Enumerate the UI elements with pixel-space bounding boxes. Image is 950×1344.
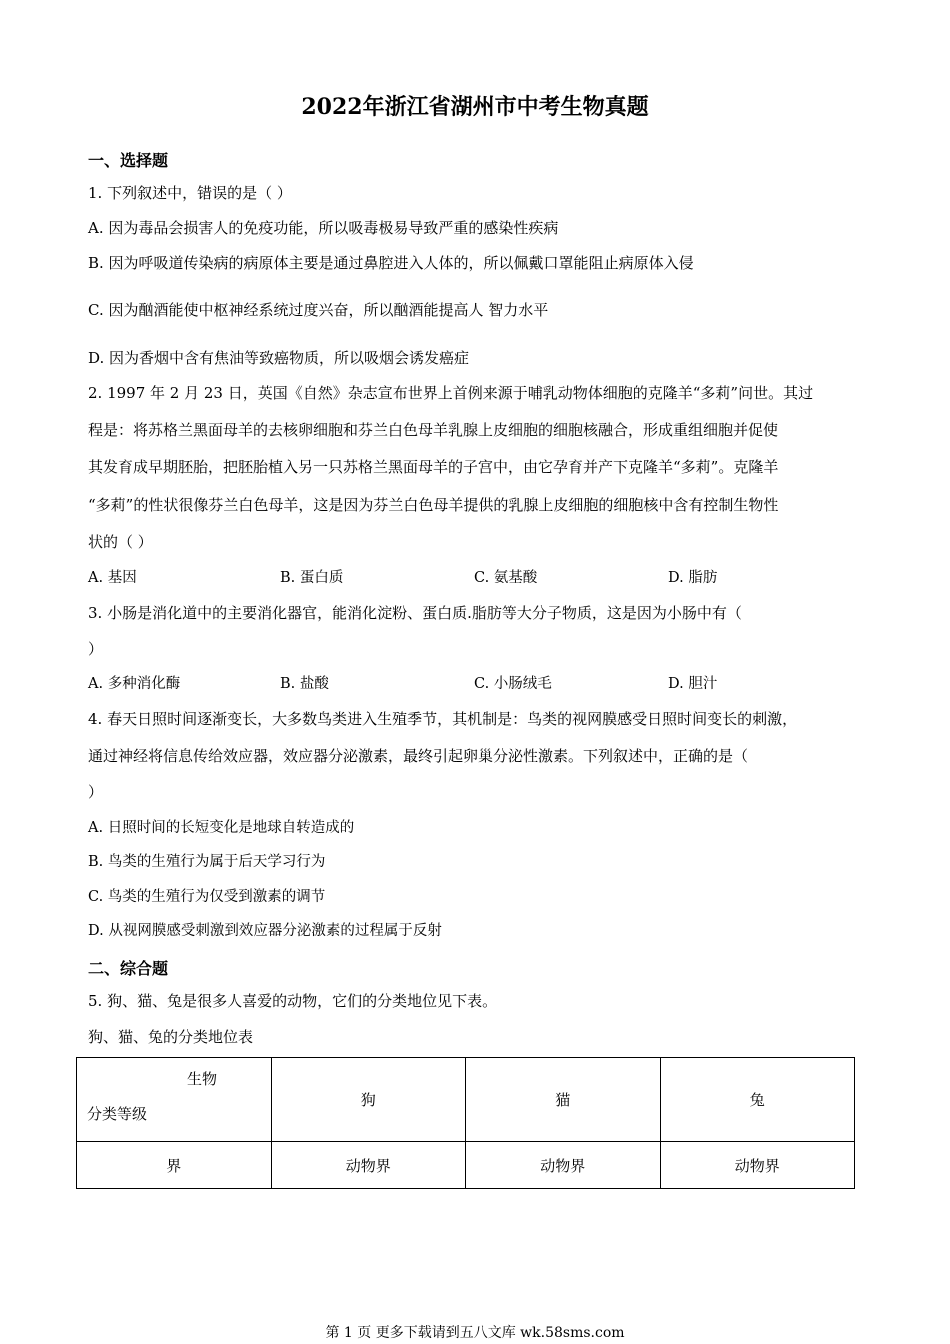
header-cat: 猫: [466, 1058, 661, 1142]
question-1-option-d: D. 因为香烟中含有焦油等致癌物质，所以吸烟会诱发癌症: [88, 349, 470, 367]
section-heading-comprehensive: 二、综合题: [88, 959, 169, 978]
table-caption: 狗、猫、兔的分类地位表: [88, 1028, 254, 1046]
question-4-option-b: B. 鸟类的生殖行为属于后天学习行为: [88, 854, 326, 870]
question-2-option-b: B. 蛋白质: [280, 570, 344, 586]
question-4-option-c: C. 鸟类的生殖行为仅受到激素的调节: [88, 889, 326, 905]
question-2-option-c: C. 氨基酸: [474, 570, 538, 586]
question-3-option-d: D. 胆汁: [668, 676, 718, 692]
cell-dog-kingdom: 动物界: [271, 1142, 466, 1189]
question-3-option-a: A. 多种消化酶: [88, 676, 181, 692]
question-2-line-3: 其发育成早期胚胎，把胚胎植入另一只苏格兰黑面母羊的子宫中，由它孕育并产下克隆羊“多莉”。克隆羊: [88, 458, 779, 476]
question-3-line-1: 3. 小肠是消化道中的主要消化器官，能消化淀粉、蛋白质.脂肪等大分子物质，这是因为小肠中有（: [88, 604, 742, 622]
header-organism-label: 生物: [187, 1070, 218, 1088]
question-4-option-a: A. 日照时间的长短变化是地球自转造成的: [88, 820, 355, 836]
question-1-option-c: C. 因为酗酒能使中枢神经系统过度兴奋，所以酗酒能提高人 智力水平: [88, 301, 549, 319]
question-4-line-2: 通过神经将信息传给效应器，效应器分泌激素，最终引起卵巢分泌性激素。下列叙述中，正确的是（: [88, 747, 749, 765]
question-3-option-b: B. 盐酸: [280, 676, 329, 692]
question-4-line-1: 4. 春天日照时间逐渐变长，大多数鸟类进入生殖季节，其机制是：鸟类的视网膜感受日照时间变长的刺激，: [88, 710, 798, 728]
question-2-line-5: 状的（ ）: [88, 533, 153, 551]
question-1-stem: 1. 下列叙述中，错误的是（ ）: [88, 184, 292, 202]
question-2-line-4: “多莉”的性状很像芬兰白色母羊，这是因为芬兰白色母羊提供的乳腺上皮细胞的细胞核中含有控制生物性: [88, 496, 779, 514]
header-rank-label: 分类等级: [87, 1105, 148, 1123]
table-header-row: [77, 1058, 855, 1142]
question-5-stem: 5. 狗、猫、兔是很多人喜爱的动物，它们的分类地位见下表。: [88, 992, 498, 1010]
cell-cat-kingdom: 动物界: [466, 1142, 661, 1189]
question-2-line-1: 2. 1997 年 2 月 23 日，英国《自然》杂志宣布世界上首例来源于哺乳动物体细胞的克隆羊“多莉”问世。其过: [88, 384, 814, 402]
section-heading-choice: 一、选择题: [88, 151, 169, 170]
question-2-option-d: D. 脂肪: [668, 570, 718, 586]
question-1-option-a: A. 因为毒品会损害人的免疫功能，所以吸毒极易导致严重的感染性疾病: [88, 219, 559, 237]
header-dog: 狗: [271, 1058, 466, 1142]
question-1-option-b: B. 因为呼吸道传染病的病原体主要是通过鼻腔进入人体的，所以佩戴口罩能阻止病原体入侵: [88, 254, 694, 272]
question-4-line-3: ）: [88, 783, 104, 801]
question-3-option-c: C. 小肠绒毛: [474, 676, 552, 692]
question-2-line-2: 程是：将苏格兰黑面母羊的去核卵细胞和芬兰白色母羊乳腺上皮细胞的细胞核融合，形成重组细胞并促使: [88, 421, 779, 439]
page-footer: 第 1 页 更多下载请到五八文库 wk.58sms.com: [325, 1325, 625, 1341]
table-row: [77, 1142, 855, 1189]
page-title: 2022年浙江省湖州市中考生物真题: [301, 94, 649, 120]
diagonal-header-cell: [77, 1058, 272, 1142]
row-label-kingdom: 界: [77, 1142, 272, 1189]
question-4-option-d: D. 从视网膜感受刺激到效应器分泌激素的过程属于反射: [88, 923, 442, 939]
classification-table: [76, 1057, 855, 1189]
cell-rabbit-kingdom: 动物界: [660, 1142, 855, 1189]
header-rabbit: 兔: [660, 1058, 855, 1142]
question-2-option-a: A. 基因: [88, 570, 137, 586]
question-3-line-2: ）: [88, 640, 104, 658]
